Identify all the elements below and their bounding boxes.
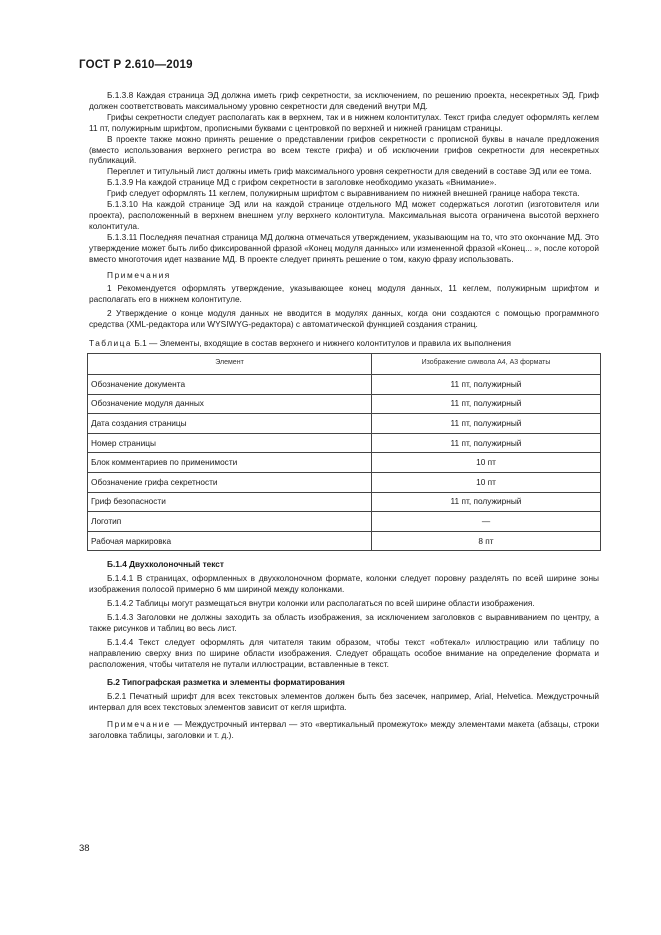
section-heading: Б.2 Типографская разметка и элементы форматирования xyxy=(107,677,345,688)
paragraph: Б.1.3.11 Последняя печатная страница МД должна отмечаться утверждением, указывающим на то, что это окончание МД. Это утверждение может быть либо фиксированной фразой «Конец модуля данных» или измененной фразой «Конец... », после которой вместо многоточия идет название МД. В проекте следует принять решение о том, какую фразу использовать. xyxy=(89,231,599,264)
column-header-format: Изображение символа А4, А3 форматы xyxy=(372,353,601,374)
cell-element: Гриф безопасности xyxy=(88,492,372,512)
paragraph: Гриф следует оформлять 11 кеглем, полужирным шрифтом с выравниванием по нижней внешней границе набора текста. xyxy=(107,188,580,199)
note-label: Примечание xyxy=(107,719,172,730)
table-caption-text: Б.1 — Элементы, входящие в состав верхнего и нижнего колонтитулов и правила их выполнения xyxy=(132,338,512,349)
document-header: ГОСТ Р 2.610—2019 xyxy=(79,59,193,71)
cell-format: 11 пт, полужирный xyxy=(372,374,601,394)
cell-element: Обозначение модуля данных xyxy=(88,394,372,414)
table-header-row xyxy=(88,353,601,374)
paragraph: Грифы секретности следует располагать как в верхнем, так и в нижнем колонтитулах. Текст грифа следует оформлять кеглем 11 пт, полужирным шрифтом, прописными буквами с центровкой по верхней и нижней границам страницы. xyxy=(89,111,599,133)
note-text: — Междустрочный интервал — это «вертикальный промежуток» между элементами макета (абзацы, строки заголовка таблицы, заголовки и т. д.). xyxy=(89,719,599,741)
cell-format: 11 пт, полужирный xyxy=(372,394,601,414)
table-row xyxy=(88,492,601,512)
cell-element: Обозначение грифа секретности xyxy=(88,472,372,492)
cell-format: 10 пт xyxy=(372,453,601,473)
cell-element: Блок комментариев по применимости xyxy=(88,453,372,473)
page-content xyxy=(89,90,599,741)
cell-format: — xyxy=(372,512,601,532)
cell-element: Дата создания страницы xyxy=(88,414,372,434)
elements-table xyxy=(87,353,601,551)
cell-element: Обозначение документа xyxy=(88,374,372,394)
paragraph: В проекте также можно принять решение о представлении грифов секретности с прописной буквы в начале предложения (вместо использования верхнего регистра во всем тексте грифа) и об исключении грифов секретности для несекретных публикаций. xyxy=(89,133,599,166)
table-row xyxy=(88,472,601,492)
note-item: 1 Рекомендуется оформлять утверждение, указывающее конец модуля данных, 11 кеглем, полужирным шрифтом и располагать его в нижнем колонтитуле. xyxy=(89,283,599,305)
table-row xyxy=(88,394,601,414)
paragraph: Б.1.4.2 Таблицы могут размещаться внутри колонки или располагаться по всей ширине области изображения. xyxy=(107,598,535,608)
table-row xyxy=(88,453,601,473)
paragraph: Б.2.1 Печатный шрифт для всех текстовых элементов должен быть без засечек, например, Arial, Helvetica. Междустрочный интервал для всех текстовых элементов зависит от кегля шрифта. xyxy=(89,691,599,713)
column-header-element: Элемент xyxy=(88,353,372,374)
cell-format: 11 пт, полужирный xyxy=(372,492,601,512)
notes-title: Примечания xyxy=(107,269,171,280)
table-row xyxy=(88,414,601,434)
section-heading: Б.1.4 Двухколоночный текст xyxy=(107,559,224,570)
paragraph: Б.1.3.10 На каждой странице ЭД или на каждой странице отдельного МД может содержаться логотип (изготовителя или проекта), расположенный в верхнем внешнем углу верхнего колонтитула. Максимальная высота ограничена высотой верхнего колонтитула. xyxy=(89,199,599,231)
paragraph: Б.1.4.1 В страницах, оформленных в двухколоночном формате, колонки следует поровну разделять по всей ширине зоны изображения полосой примерно 6 мм шириной между колонками. xyxy=(89,573,599,595)
cell-format: 11 пт, полужирный xyxy=(372,414,601,434)
cell-format: 10 пт xyxy=(372,472,601,492)
table-row xyxy=(88,531,601,551)
table-row xyxy=(88,512,601,532)
paragraph: Б.1.4.3 Заголовки не должны заходить за область изображения, за исключением заголовков с выравниванием по центру, а также рисунков и таблиц во весь лист. xyxy=(89,611,599,633)
paragraph: Б.1.3.9 На каждой странице МД с грифом секретности в заголовке необходимо указать «Внимание». xyxy=(107,177,497,188)
table-row xyxy=(88,374,601,394)
cell-format: 8 пт xyxy=(372,531,601,551)
cell-element: Номер страницы xyxy=(88,433,372,453)
page-number: 38 xyxy=(79,843,90,854)
paragraph: Переплет и титульный лист должны иметь гриф максимального уровня секретности для сведений в составе ЭД или ее тома. xyxy=(107,166,592,177)
cell-element: Рабочая маркировка xyxy=(88,531,372,551)
paragraph: Б.1.4.4 Текст следует оформлять для читателя таким образом, чтобы текст «обтекал» иллюстрацию или таблицу по направлению сверху вниз по ширине области изображения. Следует обращать особое внимание на определение формата и расположения, чтобы читателя не путали иллюстрации, вставленные в текст. xyxy=(89,636,599,669)
table-caption xyxy=(89,338,599,349)
table-row xyxy=(88,433,601,453)
paragraph: Б.1.3.8 Каждая страница ЭД должна иметь гриф секретности, за исключением, по решению проекта, несекретных ЭД. Гриф должен соответствовать максимальному уровню секретности для сведений внутри МД. xyxy=(89,90,599,111)
cell-format: 11 пт, полужирный xyxy=(372,433,601,453)
table-caption-label: Таблица xyxy=(89,338,133,349)
cell-element: Логотип xyxy=(88,512,372,532)
note xyxy=(89,719,599,741)
note-item: 2 Утверждение о конце модуля данных не вводится в модулях данных, когда они создаются с помощью программного средства (XML-редактора или WYSIWYG-редактора) с автоматической функцией создания страниц. xyxy=(89,308,599,330)
